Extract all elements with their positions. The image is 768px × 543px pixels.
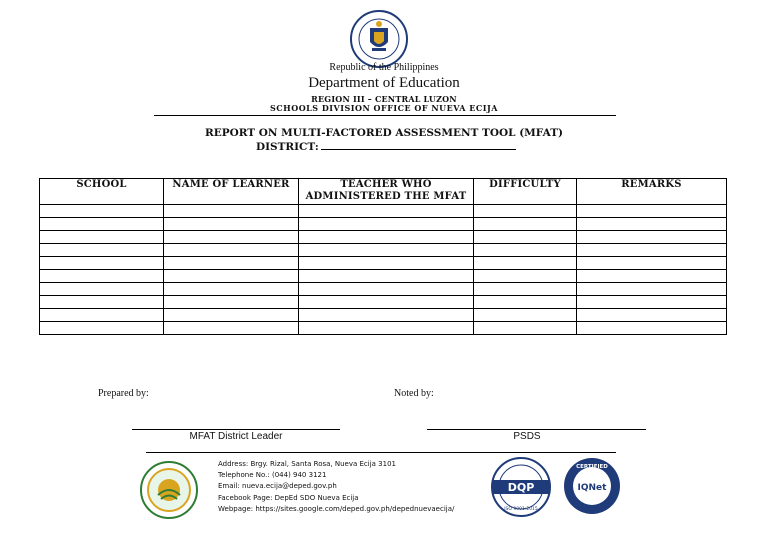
table-cell[interactable]	[40, 244, 164, 257]
webpage-text[interactable]: Webpage: https://sites.google.com/deped.gov.ph/depednuevaecija/	[218, 504, 455, 513]
table-cell[interactable]	[299, 244, 474, 257]
region-label: REGION III – CENTRAL LUZON	[311, 94, 457, 104]
table-cell[interactable]	[40, 296, 164, 309]
table-cell[interactable]	[577, 309, 727, 322]
col-header-remarks: REMARKS	[577, 179, 727, 205]
footer-divider	[146, 452, 616, 453]
table-cell[interactable]	[474, 270, 577, 283]
table-row	[40, 283, 727, 296]
table-row	[40, 322, 727, 335]
contact-block	[218, 459, 454, 515]
table-cell[interactable]	[299, 296, 474, 309]
table-cell[interactable]	[474, 205, 577, 218]
table-cell[interactable]	[577, 322, 727, 335]
table-cell[interactable]	[474, 309, 577, 322]
table-cell[interactable]	[40, 283, 164, 296]
table-row	[40, 309, 727, 322]
table-cell[interactable]	[474, 244, 577, 257]
table-cell[interactable]	[299, 218, 474, 231]
col-header-learner: NAME OF LEARNER	[164, 179, 299, 205]
table-cell[interactable]	[164, 270, 299, 283]
prepared-role: MFAT District Leader	[189, 431, 283, 442]
table-cell[interactable]	[299, 205, 474, 218]
header-divider	[154, 115, 616, 116]
division-label: SCHOOLS DIVISION OFFICE OF NUEVA ECIJA	[270, 103, 498, 113]
table-cell[interactable]	[474, 322, 577, 335]
table-cell[interactable]	[40, 270, 164, 283]
facebook-text[interactable]: Facebook Page: DepEd SDO Nueva Ecija	[218, 493, 359, 502]
table-cell[interactable]	[40, 231, 164, 244]
prepared-by-label: Prepared by:	[98, 388, 149, 399]
table-cell[interactable]	[164, 205, 299, 218]
noted-signature-line[interactable]	[427, 429, 646, 430]
table-cell[interactable]	[577, 283, 727, 296]
table-cell[interactable]	[299, 322, 474, 335]
table-row	[40, 231, 727, 244]
table-cell[interactable]	[40, 257, 164, 270]
table-cell[interactable]	[577, 296, 727, 309]
mfat-report-table	[39, 178, 727, 335]
table-row	[40, 270, 727, 283]
table-cell[interactable]	[577, 218, 727, 231]
table-row	[40, 257, 727, 270]
table-cell[interactable]	[164, 283, 299, 296]
district-field[interactable]	[256, 140, 516, 153]
table-cell[interactable]	[164, 296, 299, 309]
table-body	[40, 205, 727, 335]
col-header-school: SCHOOL	[40, 179, 164, 205]
table-cell[interactable]	[40, 205, 164, 218]
table-row	[40, 244, 727, 257]
email-text[interactable]: Email: nueva.ecija@deped.gov.ph	[218, 482, 337, 491]
table-cell[interactable]	[299, 231, 474, 244]
certified-text: CERTIFIED	[576, 464, 608, 470]
table-cell[interactable]	[164, 218, 299, 231]
noted-by-label: Noted by:	[394, 388, 434, 399]
table-row	[40, 205, 727, 218]
prepared-signature-line[interactable]	[132, 429, 340, 430]
republic-label: Republic of the Philippines	[329, 62, 439, 73]
table-cell[interactable]	[164, 244, 299, 257]
table-row	[40, 296, 727, 309]
iqnet-text: IQNet	[577, 483, 607, 493]
table-cell[interactable]	[164, 257, 299, 270]
address-text: Address: Brgy. Rizal, Santa Rosa, Nueva Ecija 3101	[218, 460, 396, 468]
table-cell[interactable]	[577, 257, 727, 270]
dqp-text: DQP	[507, 481, 535, 494]
district-blank-line[interactable]	[321, 140, 516, 150]
table-row	[40, 218, 727, 231]
table-cell[interactable]	[164, 322, 299, 335]
table-cell[interactable]	[40, 322, 164, 335]
col-header-teacher: TEACHER WHO ADMINISTERED THE MFAT	[299, 179, 474, 205]
table-cell[interactable]	[40, 309, 164, 322]
table-cell[interactable]	[164, 309, 299, 322]
noted-role: PSDS	[513, 431, 541, 442]
iqnet-certified-logo	[562, 456, 622, 518]
table-cell[interactable]	[474, 296, 577, 309]
table-cell[interactable]	[474, 257, 577, 270]
dqp-certification-logo	[486, 457, 556, 517]
table-cell[interactable]	[577, 270, 727, 283]
report-title: REPORT ON MULTI-FACTORED ASSESSMENT TOOL (MFAT)	[204, 127, 563, 139]
table-cell[interactable]	[40, 218, 164, 231]
table-cell[interactable]	[474, 231, 577, 244]
col-header-difficulty: DIFFICULTY	[474, 179, 577, 205]
table-cell[interactable]	[474, 218, 577, 231]
table-cell[interactable]	[299, 309, 474, 322]
table-header-row	[40, 179, 727, 205]
table-cell[interactable]	[164, 231, 299, 244]
table-cell[interactable]	[577, 205, 727, 218]
district-label: DISTRICT:	[256, 141, 319, 153]
iso-text: ISO 9001:2015	[504, 507, 538, 512]
table-cell[interactable]	[577, 231, 727, 244]
table-cell[interactable]	[299, 283, 474, 296]
table-cell[interactable]	[299, 257, 474, 270]
table-cell[interactable]	[577, 244, 727, 257]
department-title: Department of Education	[308, 75, 460, 91]
deped-seal-logo	[350, 10, 408, 68]
table-cell[interactable]	[299, 270, 474, 283]
telephone-text: Telephone No.: (044) 940 3121	[218, 471, 327, 480]
table-cell[interactable]	[474, 283, 577, 296]
sdo-nueva-ecija-logo	[140, 461, 198, 519]
